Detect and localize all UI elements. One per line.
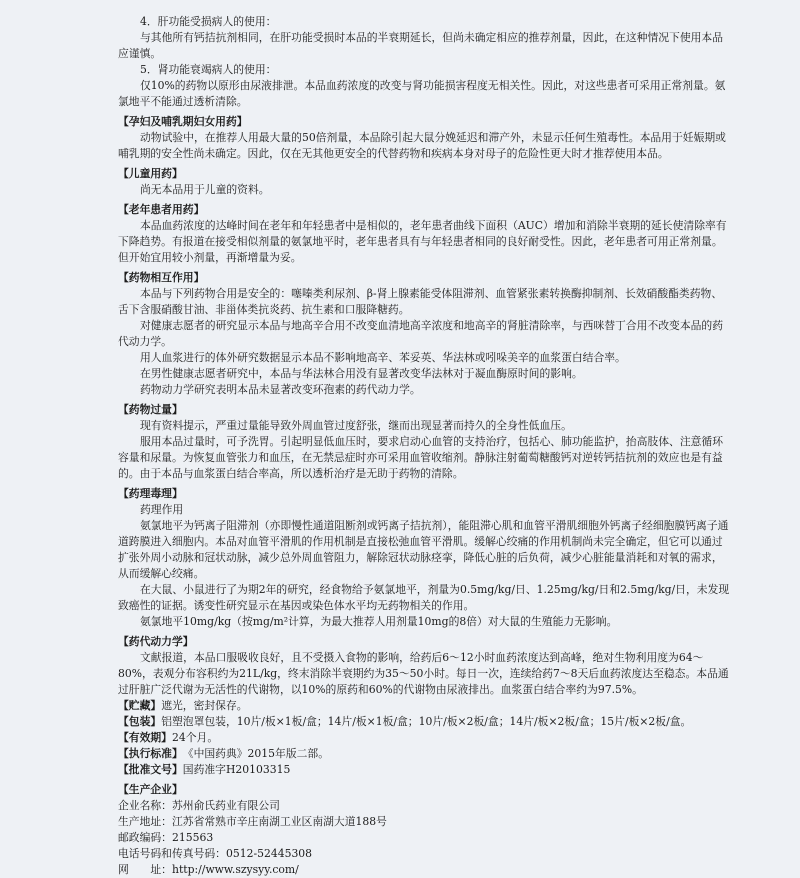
- row-value: 215563: [171, 831, 214, 844]
- section-pharmacology: [118, 482, 732, 630]
- paragraph: 对健康志愿者的研究显示本品与地高辛合用不改变血清地高辛浓度和地高辛的肾脏清除率，与西咪替丁合用不改变本品的药代动力学。: [118, 319, 724, 348]
- section-heading: 【批准文号】: [118, 763, 183, 776]
- section-kidney: [118, 62, 732, 110]
- paragraph: 氨氯地平为钙离子阻滞剂（亦即慢性通道阻断剂或钙离子拮抗剂），能阻滞心肌和血管平滑肌细胞外钙离子经细胞膜钙离子通道跨膜进入细胞内。本品对血管平滑肌的作用机制是直接松弛血管平滑肌。缓解心绞痛的作用机制尚未完全确定，但它可以通过扩张外周小动脉和冠状动脉，减少总外周血管阻力，解除冠状动脉痉挛，降低心脏的后负荷，减少心脏能量消耗和对氧的需求，从而缓解心绞痛。: [118, 519, 729, 580]
- row-label: 生产地址：: [118, 815, 172, 828]
- section-heading: 【药物过量】: [118, 403, 183, 416]
- section-text: 24个月。: [171, 731, 219, 744]
- section-elderly: [118, 198, 732, 266]
- paragraph: 在大鼠、小鼠进行了为期2年的研究，经食物给予氨氯地平，剂量为0.5mg/kg/日、1.25mg/kg/日和2.5mg/kg/日，未发现致癌性的证据。诱变性研究显示在基因或染色体水平均无药物相关的作用。: [118, 583, 730, 612]
- section-body: 动物试验中，在推荐人用最大量的50倍剂量，本品除引起大鼠分娩延迟和滞产外，未显示任何生殖毒性。本品用于妊娠期或哺乳期的安全性尚未确定。因此，仅在无其他更安全的代替药物和疾病本身对母子的危险性更大时才推荐使用本品。: [118, 131, 726, 160]
- section-heading: 【药物相互作用】: [118, 271, 205, 284]
- section-heading: 【生产企业】: [118, 783, 183, 796]
- section-text: 国药准字H20103315: [182, 763, 291, 776]
- paragraph: 氨氯地平10mg/kg（按mg/m²计算，为最大推荐人用剂量10mg的8倍）对大鼠的生殖能力无影响。: [140, 615, 618, 628]
- section-overdose: [118, 398, 732, 482]
- section-pregnancy: [118, 110, 732, 162]
- section-heading: 【药理毒理】: [118, 487, 183, 500]
- paragraph: 现有资料提示，严重过量能导致外周血管过度舒张，继而出现显著而持久的全身性低血压。: [140, 419, 572, 432]
- section-subheading: 药理作用: [140, 503, 184, 516]
- manufacturer-address-row: [118, 814, 732, 830]
- paragraph: 用人血浆进行的体外研究数据显示本品不影响地高辛、苯妥英、华法林或吲哚美辛的血浆蛋白结合率。: [140, 351, 626, 364]
- section-heading: 【贮藏】: [118, 699, 162, 712]
- section-text: 《中国药典》2015年版二部。: [182, 747, 330, 760]
- section-text: 铝塑泡罩包装，10片/板×1板/盒；14片/板×1板/盒；10片/板×2板/盒；14片/板×2板/盒；15片/板×2板/盒。: [161, 715, 692, 728]
- section-children: [118, 162, 732, 198]
- section-body: 本品血药浓度的达峰时间在老年和年轻患者中是相似的，老年患者曲线下面积（AUC）增加和消除半衰期的延长使清除率有下降趋势。有报道在接受相似剂量的氨氯地平时，老年患者具有与年轻患者相同的良好耐受性。因此，老年患者可用正常剂量。但开始宜用较小剂量，再渐增量为妥。: [118, 219, 727, 264]
- section-body: 仅10%的药物以原形由尿液排泄。本品血药浓度的改变与肾功能损害程度无相关性。因此，对这些患者可采用正常剂量。氨氯地平不能通过透析清除。: [118, 79, 726, 108]
- section-heading: 【老年患者用药】: [118, 203, 205, 216]
- section-storage: [118, 698, 732, 714]
- section-heading: 【执行标准】: [118, 747, 183, 760]
- manufacturer-name-row: [118, 798, 732, 814]
- section-standard: [118, 746, 732, 762]
- section-heading: 【包装】: [118, 715, 162, 728]
- section-heading: 【药代动力学】: [118, 635, 194, 648]
- paragraph: 本品与下列药物合用是安全的：噻嗪类利尿剂、β-肾上腺素能受体阻滞剂、血管紧张素转换酶抑制剂、长效硝酸酯类药物、舌下含服硝酸甘油、非甾体类抗炎药、抗生素和口服降糖药。: [118, 287, 723, 316]
- section-heading: 4．肝功能受损病人的使用：: [140, 15, 277, 28]
- paragraph: 服用本品过量时，可予洗胃。引起明显低血压时，要求启动心血管的支持治疗，包括心、肺功能监护，抬高肢体、注意循环容量和尿量。为恢复血管张力和血压，在无禁忌症时亦可采用血管收缩剂。静脉注射葡萄糖酸钙对逆转钙拮抗剂的效应也是有益的。由于本品与血浆蛋白结合率高，所以透析治疗是无助于药物的清除。: [118, 435, 724, 480]
- section-packaging: [118, 714, 732, 730]
- section-heading: 【有效期】: [118, 731, 172, 744]
- row-value: 苏州俞氏药业有限公司: [171, 799, 280, 812]
- row-label: 邮政编码：: [118, 831, 172, 844]
- section-body: 与其他所有钙拮抗剂相同，在肝功能受损时本品的半衰期延长，但尚未确定相应的推荐剂量，因此，在这种情况下使用本品应谨慎。: [118, 31, 724, 60]
- section-body: 文献报道，本品口服吸收良好，且不受摄入食物的影响，给药后6～12小时血药浓度达到高峰，绝对生物利用度为64～80%，表观分布容积约为21L/kg，终末消除半衰期约为35～50小时。每日一次，连续给药7～8天后血药浓度达至稳态。本品通过肝脏广泛代谢为无活性的代谢物，以10%的原药和60%的代谢物由尿液排出。血浆蛋白结合率约为97.5%。: [118, 651, 729, 696]
- section-validity: [118, 730, 732, 746]
- section-heading: 5．肾功能衰竭病人的使用：: [140, 63, 277, 76]
- paragraph: 在男性健康志愿者研究中，本品与华法林合用没有显著改变华法林对于凝血酶原时间的影响。: [140, 367, 583, 380]
- manufacturer-phone-row: [118, 846, 732, 862]
- row-value: 0512-52445308: [225, 847, 313, 860]
- section-manufacturer: [118, 778, 732, 878]
- manufacturer-website-row: [118, 862, 732, 878]
- section-liver: [118, 14, 732, 62]
- paragraph: 药物动力学研究表明本品未显著改变环孢素的药代动力学。: [140, 383, 421, 396]
- manufacturer-postcode-row: [118, 830, 732, 846]
- row-label: 电话号码和传真号码：: [118, 847, 226, 860]
- section-body: 尚无本品用于儿童的资料。: [140, 183, 270, 196]
- section-text: 遮光，密封保存。: [161, 699, 248, 712]
- row-value: 江苏省常熟市辛庄南湖工业区南湖大道188号: [171, 815, 387, 828]
- section-pharmacokinetics: [118, 630, 732, 698]
- section-approval: [118, 762, 732, 778]
- row-value: http://www.szysyy.com/: [171, 863, 299, 876]
- section-interactions: [118, 266, 732, 398]
- section-heading: 【孕妇及哺乳期妇女用药】: [118, 115, 248, 128]
- section-heading: 【儿童用药】: [118, 167, 183, 180]
- row-label: 企业名称：: [118, 799, 172, 812]
- row-label: 网 址：: [118, 863, 172, 876]
